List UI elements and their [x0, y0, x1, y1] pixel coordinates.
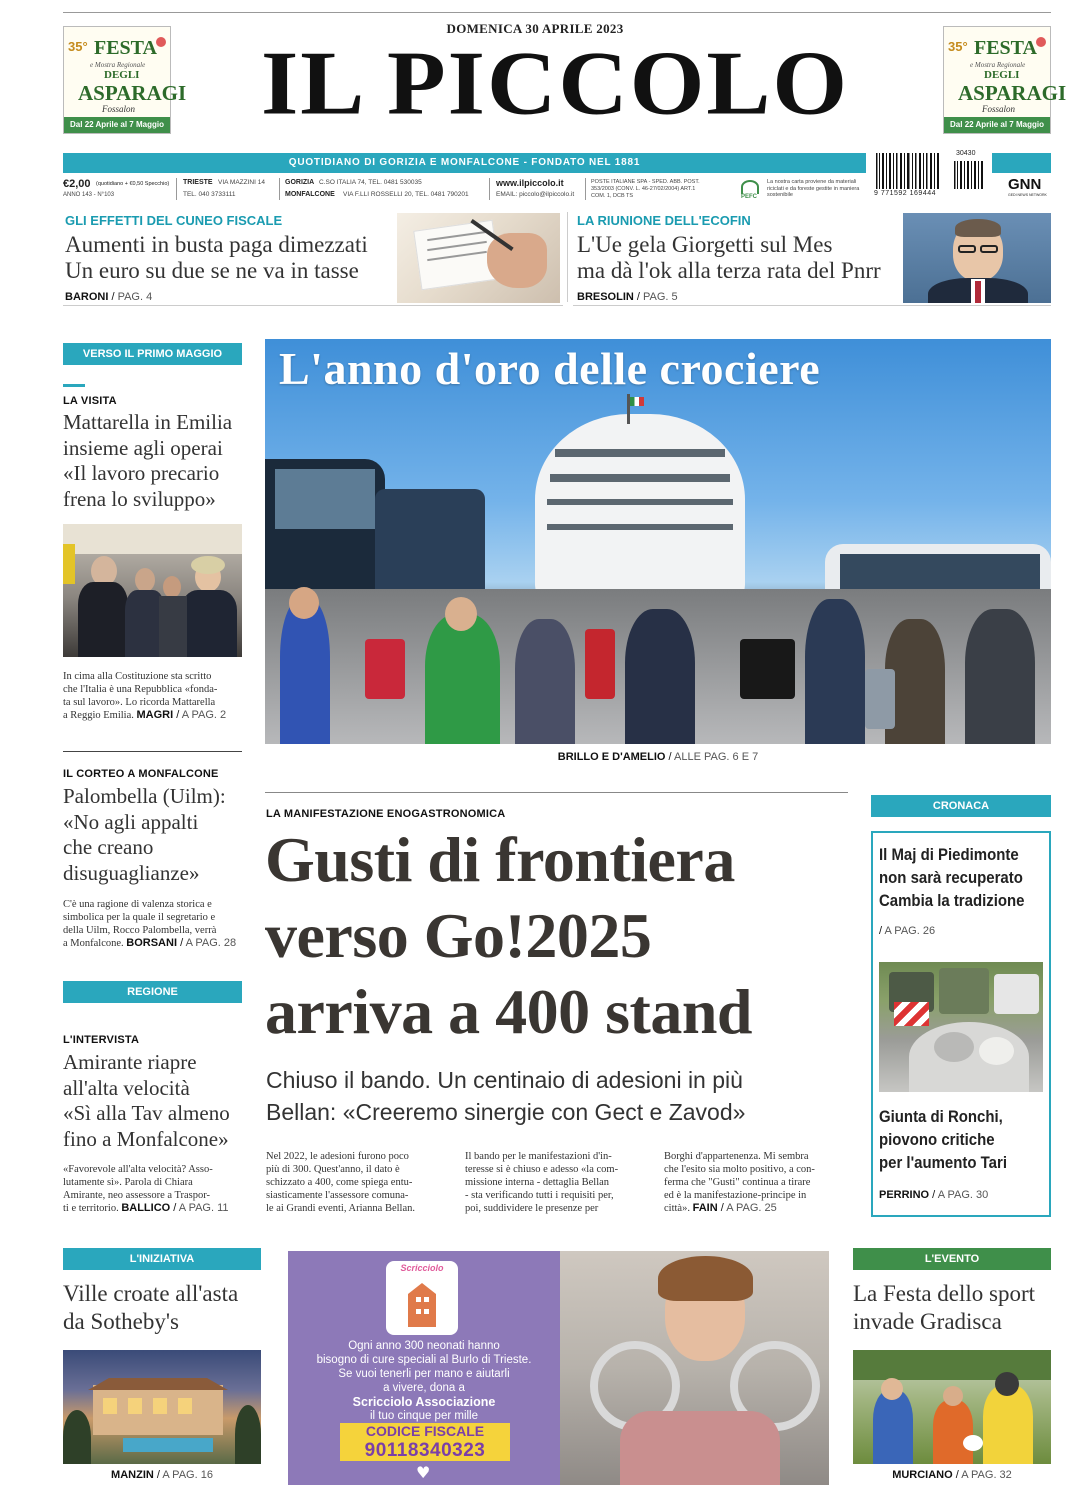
page-ref: A PAG. 16	[162, 1469, 213, 1481]
section-iniziativa[interactable]: L'INIZIATIVA	[63, 1248, 261, 1270]
ad-line2: e Mostra Regionale	[970, 61, 1026, 69]
ad-place: Fossalon	[982, 104, 1016, 114]
author: BORSANI	[126, 937, 178, 949]
divider	[265, 792, 848, 793]
body-line: «Favorevole all'alta velocità? Asso-	[63, 1164, 213, 1175]
ad-line4: ASPARAGI	[958, 81, 1067, 105]
headline-line: verso Go!2025	[265, 900, 652, 971]
headline-line: Mattarella in Emilia	[63, 410, 233, 434]
ad-line1: FESTA	[974, 37, 1037, 59]
email-link[interactable]: EMAIL: piccolo@ilpiccolo.it	[496, 191, 575, 198]
author: BRILLO E D'AMELIO	[557, 751, 666, 763]
ad-dates: Dal 22 Aprile al 7 Maggio	[944, 117, 1050, 133]
headline-line: Palombella (Uilm):	[63, 784, 226, 808]
ad-line1: FESTA	[94, 37, 157, 59]
ad-place: Fossalon	[102, 104, 136, 114]
mattarella-photo	[63, 524, 242, 657]
divider	[489, 178, 490, 200]
kicker: LA RIUNIONE DELL'ECOFIN	[577, 213, 751, 228]
website-link[interactable]: www.ilpiccolo.it	[496, 178, 564, 188]
ad-corner-left[interactable]	[63, 26, 187, 134]
body-line: a Reggio Emilia.	[63, 710, 134, 721]
body-line: lutamente sì». Parola di Chiara	[63, 1177, 193, 1188]
cover-headline: L'anno d'oro delle crociere	[279, 343, 821, 394]
author: FAIN	[692, 1202, 718, 1214]
body-line: Amirante, neo assessore a Traspor-	[63, 1190, 211, 1201]
ad-corner-right[interactable]	[943, 26, 1067, 134]
body-line: - sta verificando tutti i requisiti per,	[465, 1190, 614, 1201]
headline-line: all'alta velocità	[63, 1075, 190, 1100]
author: MANZIN	[111, 1469, 154, 1481]
story-kicker: L'INTERVISTA	[63, 1034, 140, 1046]
top-story-right[interactable]	[573, 208, 1051, 306]
ad-edition: 35°	[68, 39, 88, 54]
section-verso-primo-maggio[interactable]: VERSO IL PRIMO MAGGIO	[63, 343, 242, 365]
pefc-label: PEFC	[741, 194, 758, 200]
body-line: della Uilm, Rocco Palombella, verrà	[63, 925, 217, 936]
ad-balloon-icon	[1036, 37, 1046, 47]
ad-line2: e Mostra Regionale	[90, 61, 146, 69]
body-line: schizzato a 400, come spiega entu-	[266, 1177, 413, 1188]
code-label: CODICE FISCALE	[365, 1423, 485, 1439]
divider	[279, 178, 280, 200]
story-headline[interactable]	[63, 1050, 248, 1152]
headline-line: per l'aumento Tari	[879, 1153, 1007, 1172]
ad-line3: DEGLI	[104, 69, 140, 81]
bins-photo	[879, 962, 1043, 1092]
gnn-text: GNN	[1008, 176, 1042, 193]
author: MURCIANO	[892, 1469, 953, 1481]
byline: BARONI / PAG. 4	[65, 291, 153, 303]
villa-photo	[63, 1350, 261, 1464]
page-ref: A PAG. 26	[884, 925, 936, 937]
body-line: ferma che "Gusti" continua a tirare	[664, 1177, 811, 1188]
tagline-bar: QUOTIDIANO DI GORIZIA E MONFALCONE - FONDATO NEL 1881	[63, 153, 866, 173]
gnn-subtext: GEDI NEWS NETWORK	[1008, 193, 1047, 197]
divider	[585, 178, 586, 200]
page-ref: A PAG. 11	[178, 1202, 229, 1214]
headline-line: insieme agli operai	[63, 435, 223, 460]
headline-line: Gusti di frontiera	[265, 824, 735, 895]
body-line: teresse si è chiuso e adesso «la com-	[465, 1164, 619, 1175]
ad-line3: DEGLI	[984, 69, 1020, 81]
page-ref: A PAG. 28	[185, 937, 237, 949]
cover-credit: BRILLO E D'AMELIO / ALLE PAG. 6 E 7	[557, 751, 759, 763]
main-body-col3: Borghi d'appartenenza. Mi sembra che l'esito sia molto positivo, a con- ferma che "Gusti" continua a tirare ed è la manifestazione-principe in città». FAIN / A PAG. 25	[664, 1150, 850, 1215]
main-kicker: LA MANIFESTAZIONE ENOGASTRONOMICA	[266, 808, 506, 820]
headline-line: Giunta di Ronchi,	[879, 1107, 1003, 1126]
author: BARONI	[65, 291, 109, 303]
headline-line2: ma dà l'ok alla terza rata del Pnrr	[577, 258, 881, 283]
scricciolo-logo	[386, 1261, 458, 1335]
iniziativa-byline: MANZIN / A PAG. 16	[111, 1469, 213, 1481]
body-line: poi, suddividere le presenze per	[465, 1203, 599, 1214]
section-regione[interactable]: REGIONE	[63, 981, 242, 1003]
ad-org: Scricciolo Associazione	[352, 1395, 496, 1409]
page-ref: A PAG. 30	[937, 1189, 989, 1201]
subhead-line: Chiuso il bando. Un centinaio di adesioni in più	[266, 1067, 743, 1093]
body-line: ta sul lavoro». Lo ricorda Mattarella	[63, 697, 216, 708]
page-ref: A PAG. 25	[726, 1202, 777, 1214]
ad-line: Se vuoi tenerli per mano e aiutarli	[338, 1368, 510, 1380]
tagline-bar-right	[992, 153, 1051, 173]
body-line: ti e territorio.	[63, 1203, 119, 1214]
body-line: simbolica per la quale il segretario e	[63, 912, 216, 923]
body-line: Nel 2022, le adesioni furono poco	[266, 1151, 409, 1162]
paper-note: La nostra carta proviene da materiali riciclati e da foreste gestite in maniera sostenibile	[767, 179, 860, 198]
ad-edition: 35°	[948, 39, 968, 54]
headline-line: frena lo sviluppo»	[63, 486, 216, 511]
story-body: C'è una ragione di valenza storica e simbolica per la quale il segretario e della Uilm, Rocco Palombella, verrà a Monfalcone. BORSANI / A PAG. 28	[63, 898, 242, 950]
story-headline[interactable]	[63, 410, 248, 512]
trieste-tel: TEL. 040 3733111	[183, 191, 236, 198]
ad-line: bisogno di cure speciali al Burlo di Trieste.	[316, 1354, 532, 1366]
author: BALLICO	[121, 1202, 171, 1214]
newspaper-title[interactable]: IL PICCOLO	[260, 31, 850, 134]
headline-line: che creano	[63, 835, 154, 859]
headline-line: invade Gradisca	[853, 1309, 1002, 1334]
body-line: In cima alla Costituzione sta scritto	[63, 671, 212, 682]
headline-line: fino a Monfalcone»	[63, 1126, 229, 1151]
headline-line: Ville croate all'asta	[63, 1281, 239, 1306]
page-ref: A PAG. 32	[961, 1469, 1012, 1481]
body-line: che l'esito sia molto positivo, a con-	[664, 1164, 815, 1175]
barcode-top-number: 30430	[956, 150, 976, 157]
main-subhead	[266, 1064, 866, 1128]
body-line: più di 300. Quest'anno, il dato è	[266, 1164, 400, 1175]
monfalcone-address: VIA F.LLI ROSSELLI 20, TEL. 0481 790201	[343, 191, 469, 198]
story-headline[interactable]	[63, 784, 248, 886]
logo-text: Scricciolo	[400, 1263, 444, 1273]
section-cronaca[interactable]: CRONACA	[871, 795, 1051, 817]
ad-line4: ASPARAGI	[78, 81, 187, 105]
kicker: GLI EFFETTI DEL CUNEO FISCALE	[65, 213, 283, 228]
author: MAGRI	[136, 709, 174, 721]
ad-line: Ogni anno 300 neonati hanno	[348, 1340, 500, 1352]
price: €2,00	[63, 178, 91, 190]
top-rule	[63, 12, 1051, 13]
headline-line: non sarà recuperato	[879, 868, 1023, 887]
story-kicker: LA VISITA	[63, 395, 117, 407]
body-line: C'è una ragione di valenza storica e	[63, 899, 212, 910]
body-line: le ai Grandi eventi, Arianna Bellan.	[266, 1203, 415, 1214]
section-evento[interactable]: L'EVENTO	[853, 1248, 1051, 1270]
story-body: In cima alla Costituzione sta scritto che l'Italia è una Repubblica «fonda- ta sul lavoro». Lo ricorda Mattarella a Reggio Emilia. MAGRI / A PAG. 2	[63, 670, 242, 722]
body-line: siasticamente l'assessore comuna-	[266, 1190, 409, 1201]
giorgetti-photo	[903, 213, 1051, 303]
headline-line: Cambia la tradizione	[879, 891, 1025, 910]
main-body-col2	[465, 1150, 651, 1215]
ad-balloon-icon	[156, 37, 166, 47]
price-note: (quotidiano + €0,50 Specchio)	[96, 181, 170, 187]
ad-cta: il tuo cinque per mille	[369, 1410, 479, 1422]
gnn-logo	[1008, 176, 1053, 197]
headline-line: da Sotheby's	[63, 1309, 179, 1334]
ad-text	[288, 1339, 560, 1423]
trieste-label: TRIESTE	[183, 179, 213, 186]
scricciolo-ad[interactable]	[288, 1251, 829, 1485]
author: BRESOLIN	[577, 291, 634, 303]
codice-fiscale-box	[340, 1423, 510, 1461]
iniziativa-headline[interactable]	[63, 1280, 273, 1336]
cronaca-byline-2: PERRINO / A PAG. 30	[879, 1189, 989, 1201]
cruise-ship-photo[interactable]	[265, 339, 1051, 744]
pefc-icon	[741, 180, 759, 194]
cronaca-headline-1[interactable]	[879, 843, 1027, 912]
evento-headline[interactable]	[853, 1280, 1063, 1336]
barcode	[874, 150, 989, 200]
subhead-line: Bellan: «Creeremo sinergie con Gect e Zavod»	[266, 1099, 746, 1125]
page-ref: PAG. 4	[117, 291, 153, 303]
story-kicker: IL CORTEO A MONFALCONE	[63, 768, 219, 780]
top-story-left[interactable]	[63, 208, 563, 306]
headline-line1: L'Ue gela Giorgetti sul Mes	[577, 232, 833, 257]
page-ref: PAG. 5	[643, 291, 678, 303]
page-ref: A PAG. 2	[181, 709, 227, 721]
trieste-address: VIA MAZZINI 14	[218, 179, 265, 186]
issue-date: DOMENICA 30 APRILE 2023	[446, 21, 624, 36]
headline-line: «Il lavoro precario	[63, 461, 220, 485]
body-line: a Monfalcone.	[63, 938, 124, 949]
story-body: «Favorevole all'alta velocità? Asso- lutamente sì». Parola di Chiara Amirante, neo assessore a Traspor- ti e territorio. BALLICO / A PAG. 11	[63, 1163, 242, 1215]
headline-line: Il Maj di Piedimonte	[879, 845, 1019, 864]
gorizia-address: C.SO ITALIA 74, TEL. 0481 530035	[319, 179, 422, 186]
code-number: 90118340323	[364, 1440, 486, 1461]
body-line: Borghi d'appartenenza. Mi sembra	[664, 1151, 809, 1162]
cronaca-headline-2[interactable]	[879, 1105, 1027, 1174]
info-strip	[63, 178, 863, 202]
headline-line: disuguaglianze»	[63, 860, 200, 885]
accent-rule	[63, 384, 85, 387]
tax-form-photo	[397, 213, 560, 303]
divider	[63, 751, 242, 752]
headline-line: «No agli appalti	[63, 809, 199, 834]
body-line: missione interna - dettaglia Bellan	[465, 1177, 610, 1188]
page-ref: ALLE PAG. 6 E 7	[674, 751, 759, 763]
body-line: che l'Italia è una Repubblica «fonda-	[63, 684, 218, 695]
headline-line1: Aumenti in busta paga dimezzati	[65, 232, 368, 257]
body-line: Il bando per le manifestazioni d'in-	[465, 1151, 612, 1162]
evento-byline: MURCIANO / A PAG. 32	[892, 1469, 1012, 1481]
headline-line: piovono critiche	[879, 1130, 995, 1149]
house-icon	[408, 1283, 436, 1327]
issue-number: ANNO 143 - N°103	[63, 192, 115, 198]
postal-info: POSTE ITALIANE SPA - SPED. ABB. POST. 353/2003 (CONV. L. 46-27/02/2004) ART.1 COM. 1, DCB TS	[591, 179, 700, 199]
column-divider	[567, 212, 568, 302]
body-line: città».	[664, 1203, 690, 1214]
main-headline[interactable]	[265, 822, 865, 1050]
barcode-number: 9 771592 169444	[874, 190, 936, 197]
cronaca-byline-1: / A PAG. 26	[879, 925, 936, 937]
monfalcone-label: MONFALCONE	[285, 191, 335, 198]
sport-photo	[853, 1350, 1051, 1464]
ad-line: a vivere, dona a	[383, 1382, 465, 1394]
main-body-col1	[266, 1150, 452, 1215]
byline: BRESOLIN / PAG. 5	[577, 291, 678, 303]
divider	[176, 178, 177, 200]
author: PERRINO	[879, 1189, 930, 1201]
headline-line: La Festa dello sport	[853, 1281, 1036, 1306]
headline-line: «Sì alla Tav almeno	[63, 1101, 230, 1125]
body-line: ed è la manifestazione-principe in	[664, 1190, 807, 1201]
incubator-photo	[560, 1251, 829, 1485]
ad-dates: Dal 22 Aprile al 7 Maggio	[64, 117, 170, 133]
gorizia-label: GORIZIA	[285, 179, 315, 186]
heart-icon: ♥	[416, 1463, 431, 1482]
headline-line: arriva a 400 stand	[265, 976, 752, 1047]
headline-line2: Un euro su due se ne va in tasse	[65, 258, 359, 283]
headline-line: Amirante riapre	[63, 1050, 197, 1074]
